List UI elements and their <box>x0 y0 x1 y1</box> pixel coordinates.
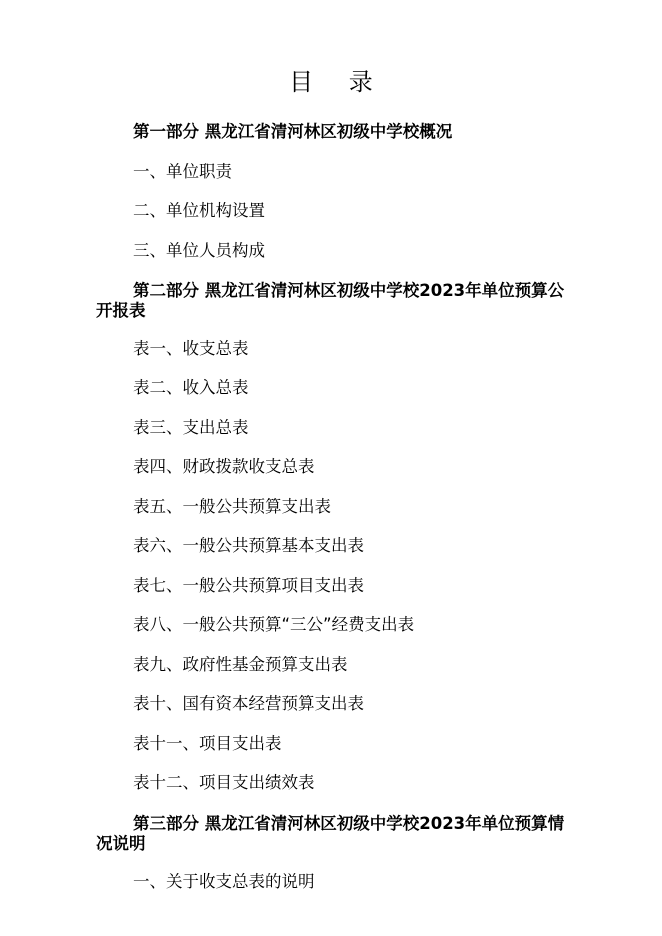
toc-item[interactable]: 表三、支出总表 <box>133 418 249 437</box>
toc-item[interactable]: 二、单位机构设置 <box>133 201 265 220</box>
toc-item[interactable]: 一、关于收支总表的说明 <box>133 872 315 891</box>
toc-part2-heading[interactable]: 第二部分 黑龙江省清河林区初级中学校2023年单位预算公开报表 <box>96 281 565 320</box>
toc-item[interactable]: 表九、政府性基金预算支出表 <box>133 655 348 674</box>
toc-part3-heading[interactable]: 第三部分 黑龙江省清河林区初级中学校2023年单位预算情况说明 <box>96 814 565 853</box>
toc-item[interactable]: 表六、一般公共预算基本支出表 <box>133 536 364 555</box>
toc-item[interactable]: 表七、一般公共预算项目支出表 <box>133 576 364 595</box>
toc-item[interactable]: 表四、财政拨款收支总表 <box>133 457 315 476</box>
toc-item[interactable]: 表十二、项目支出绩效表 <box>133 773 315 792</box>
toc-item[interactable]: 表二、收入总表 <box>133 378 249 397</box>
toc-part1-heading[interactable]: 第一部分 黑龙江省清河林区初级中学校概况 <box>133 122 453 141</box>
toc-item[interactable]: 表五、一般公共预算支出表 <box>133 497 331 516</box>
toc-item[interactable]: 三、单位人员构成 <box>133 241 265 260</box>
toc-item[interactable]: 表十一、项目支出表 <box>133 734 282 753</box>
toc-item[interactable]: 表八、一般公共预算“三公”经费支出表 <box>133 615 415 634</box>
toc-item[interactable]: 一、单位职责 <box>133 162 232 181</box>
toc-item[interactable]: 表十、国有资本经营预算支出表 <box>133 694 364 713</box>
page-title: 目 录 <box>289 68 387 96</box>
toc-item[interactable]: 表一、收支总表 <box>133 339 249 358</box>
